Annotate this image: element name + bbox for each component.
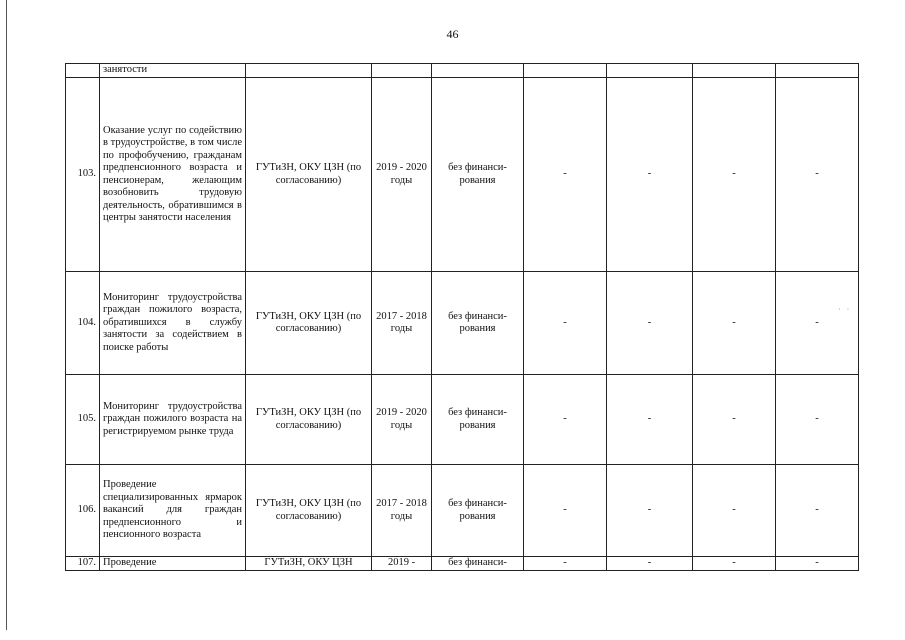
period-cell: 2019 -: [372, 557, 432, 571]
financing-cell: без финанси-рования: [432, 272, 524, 375]
financing-cell: [432, 64, 524, 78]
executor-cell: ГУТиЗН, ОКУ ЦЗН (по согласованию): [246, 375, 372, 465]
table-row: [66, 272, 859, 375]
value-cell: -: [776, 375, 859, 465]
period-cell: 2019 - 2020 годы: [372, 375, 432, 465]
measure-name-cell: занятости: [100, 64, 246, 78]
value-cell: -: [524, 375, 607, 465]
value-cell: [607, 64, 693, 78]
value-cell: -: [776, 465, 859, 557]
value-cell: -: [776, 557, 859, 571]
table-row: [66, 375, 859, 465]
value-cell: -: [776, 272, 859, 375]
measure-name-cell: Проведение специализированных ярмарок вакансий для граждан предпенсионного и пенсионного возраста: [100, 465, 246, 557]
value-cell: -: [693, 465, 776, 557]
value-cell: -: [607, 557, 693, 571]
value-cell: -: [524, 78, 607, 272]
scan-artifact: · ·: [838, 305, 852, 314]
value-cell: [776, 64, 859, 78]
value-cell: -: [693, 557, 776, 571]
value-cell: -: [607, 78, 693, 272]
row-number-cell: 104.: [66, 272, 100, 375]
value-cell: [693, 64, 776, 78]
measure-name-cell: Мониторинг трудоустройства граждан пожилого возраста, обратившихся в службу занятости за содействием в поиске работы: [100, 272, 246, 375]
measure-name-cell: Оказание услуг по содействию в трудоустройстве, в том числе по профобучению, гражданам предпенсионного возраста и пенсионерам, желающим возобновить трудовую деятельность, обратившимся в центры занятости населения: [100, 78, 246, 272]
value-cell: -: [693, 78, 776, 272]
value-cell: -: [776, 78, 859, 272]
page-left-border: [6, 0, 7, 630]
row-number-cell: 107.: [66, 557, 100, 571]
period-cell: [372, 64, 432, 78]
period-cell: 2017 - 2018 годы: [372, 465, 432, 557]
value-cell: -: [693, 272, 776, 375]
measure-name-cell: Проведение: [100, 557, 246, 571]
value-cell: [524, 64, 607, 78]
row-number-cell: [66, 64, 100, 78]
executor-cell: ГУТиЗН, ОКУ ЦЗН: [246, 557, 372, 571]
measure-name-cell: Мониторинг трудоустройства граждан пожилого возраста на регистрируемом рынке труда: [100, 375, 246, 465]
row-number-cell: 106.: [66, 465, 100, 557]
financing-cell: без финанси-: [432, 557, 524, 571]
value-cell: -: [607, 272, 693, 375]
value-cell: -: [524, 465, 607, 557]
table-row-continuation: [66, 64, 859, 78]
value-cell: -: [524, 557, 607, 571]
table-row: [66, 465, 859, 557]
executor-cell: ГУТиЗН, ОКУ ЦЗН (по согласованию): [246, 272, 372, 375]
value-cell: -: [607, 465, 693, 557]
measures-table: [65, 63, 859, 571]
value-cell: -: [607, 375, 693, 465]
financing-cell: без финанси-рования: [432, 78, 524, 272]
row-number-cell: 103.: [66, 78, 100, 272]
financing-cell: без финанси-рования: [432, 375, 524, 465]
row-number-cell: 105.: [66, 375, 100, 465]
page-number: 46: [446, 27, 459, 41]
value-cell: -: [693, 375, 776, 465]
period-cell: 2017 - 2018 годы: [372, 272, 432, 375]
executor-cell: ГУТиЗН, ОКУ ЦЗН (по согласованию): [246, 465, 372, 557]
executor-cell: [246, 64, 372, 78]
table-row: [66, 557, 859, 571]
period-cell: 2019 - 2020 годы: [372, 78, 432, 272]
financing-cell: без финанси-рования: [432, 465, 524, 557]
value-cell: -: [524, 272, 607, 375]
table-row: [66, 78, 859, 272]
executor-cell: ГУТиЗН, ОКУ ЦЗН (по согласованию): [246, 78, 372, 272]
